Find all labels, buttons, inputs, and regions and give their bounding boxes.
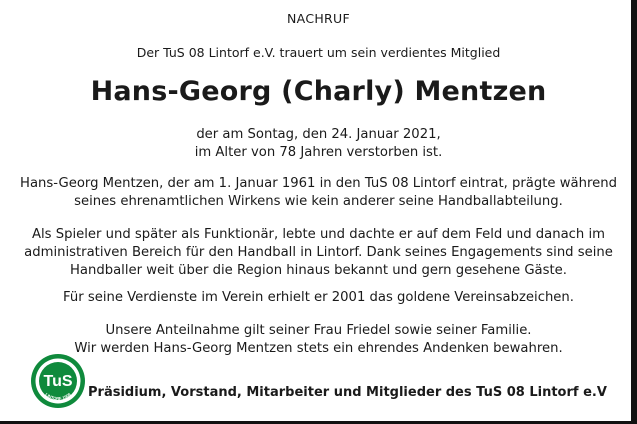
paragraph-line: Unsere Anteilnahme gilt seiner Frau Friedel sowie seiner Familie.	[105, 323, 532, 338]
paragraph-line: Als Spieler und später als Funktionär, lebte und dachte er auf dem Feld und danach im	[32, 227, 605, 242]
death-paragraph	[0, 126, 637, 162]
notice-heading: NACHRUF	[287, 11, 350, 26]
notice-intro: Der TuS 08 Lintorf e.V. trauert um sein verdientes Mitglied	[136, 45, 501, 60]
death-line: im Alter von 78 Jahren verstorben ist.	[194, 145, 443, 160]
paragraph-line: Hans-Georg Mentzen, der am 1. Januar 1961 in den TuS 08 Lintorf eintrat, prägte während	[20, 176, 617, 191]
paragraph-line: Handballer weit über die Region hinaus bekannt und gern gesehene Gäste.	[70, 263, 567, 278]
award-paragraph: Für seine Verdienste im Verein erhielt er 2001 das goldene Vereinsabzeichen.	[63, 290, 574, 305]
paragraph-line: seines ehrenamtlichen Wirkens wie kein anderer seine Handballabteilung.	[74, 194, 563, 209]
logo-ring-text: LINTORF 1908	[44, 391, 72, 402]
career-paragraph	[0, 226, 637, 280]
logo-text: TuS	[43, 373, 73, 390]
deceased-name: Hans-Georg (Charly) Mentzen	[90, 76, 547, 107]
right-border	[631, 0, 637, 424]
paragraph-line: administrativen Bereich für den Handball in Lintorf. Dank seines Engagements sind seine	[24, 245, 613, 260]
death-line: der am Sontag, den 24. Januar 2021,	[196, 127, 441, 142]
signature-line: Präsidium, Vorstand, Mitarbeiter und Mitglieder des TuS 08 Lintorf e.V	[88, 385, 607, 400]
tus-lintorf-logo	[30, 353, 86, 409]
condolence-paragraph	[0, 322, 637, 358]
paragraph-line: Wir werden Hans-Georg Mentzen stets ein ehrendes Andenken bewahren.	[74, 341, 563, 356]
membership-paragraph	[0, 175, 637, 211]
